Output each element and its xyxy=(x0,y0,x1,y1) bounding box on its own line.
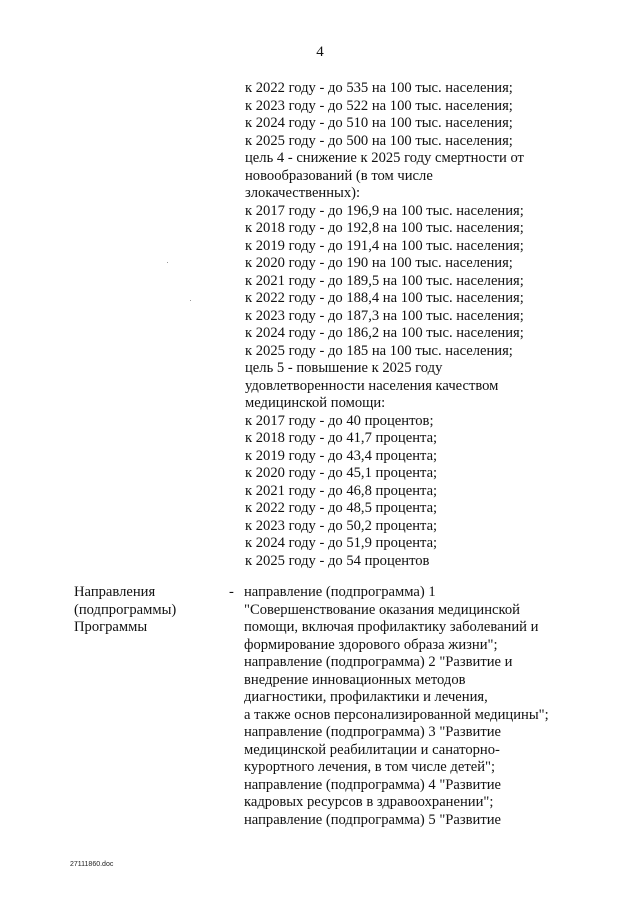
direction-line: направление (подпрограмма) 5 "Развитие xyxy=(244,811,502,828)
target-line: к 2023 году - до 50,2 процента; xyxy=(245,517,438,534)
label-line: (подпрограммы) xyxy=(74,601,177,618)
target-line: к 2024 году - до 51,9 процента; xyxy=(245,535,438,551)
target-line: к 2021 году - до 189,5 на 100 тыс. населения; xyxy=(245,272,524,289)
directions-value xyxy=(244,584,584,829)
direction-line: кадровых ресурсов в здравоохранении"; xyxy=(244,794,494,810)
target-line: к 2022 году - до 48,5 процента; xyxy=(245,500,438,516)
scan-speck xyxy=(167,262,168,263)
targets-continued-block xyxy=(245,80,575,570)
direction-line: направление (подпрограмма) 3 "Развитие xyxy=(244,724,502,740)
goal-5-heading-line: цель 5 - повышение к 2025 году xyxy=(245,360,443,376)
direction-line: "Совершенствование оказания медицинской xyxy=(244,601,520,618)
direction-line: формирование здорового образа жизни"; xyxy=(244,636,498,653)
target-line: к 2025 году - до 500 на 100 тыс. населения; xyxy=(245,132,513,149)
target-line: к 2018 году - до 41,7 процента; xyxy=(245,430,438,446)
target-line: к 2020 году - до 190 на 100 тыс. населения; xyxy=(245,255,513,271)
target-line: к 2018 году - до 192,8 на 100 тыс. населения; xyxy=(245,220,524,236)
target-line: к 2017 году - до 40 процентов; xyxy=(245,412,434,429)
direction-line: курортного лечения, в том числе детей"; xyxy=(244,759,496,775)
direction-line: а также основ персонализированной медицины"; xyxy=(244,706,549,723)
target-line: к 2020 году - до 45,1 процента; xyxy=(245,465,438,481)
target-line: к 2022 году - до 188,4 на 100 тыс. населения; xyxy=(245,290,524,306)
target-line: к 2022 году - до 535 на 100 тыс. населения; xyxy=(245,80,513,96)
direction-line: направление (подпрограмма) 4 "Развитие xyxy=(244,776,502,793)
separator-dash: - xyxy=(229,584,234,600)
target-line: к 2025 году - до 185 на 100 тыс. населения; xyxy=(245,342,513,359)
target-line: к 2017 году - до 196,9 на 100 тыс. населения; xyxy=(245,202,524,219)
scan-speck xyxy=(190,300,191,301)
target-line: к 2023 году - до 522 на 100 тыс. населения; xyxy=(245,97,513,114)
goal-4-heading-line: цель 4 - снижение к 2025 году смертности от xyxy=(245,150,524,166)
goal-4-heading-line: злокачественных): xyxy=(245,185,361,201)
direction-line: медицинской реабилитации и санаторно- xyxy=(244,741,500,758)
page-number: 4 xyxy=(316,44,324,60)
target-line: к 2021 году - до 46,8 процента; xyxy=(245,482,438,499)
target-line: к 2024 году - до 510 на 100 тыс. населения; xyxy=(245,115,513,131)
target-line: к 2019 году - до 43,4 процента; xyxy=(245,447,438,464)
target-line: к 2025 году - до 54 процентов xyxy=(245,552,430,569)
direction-line: диагностики, профилактики и лечения, xyxy=(244,689,488,705)
direction-line: направление (подпрограмма) 2 "Развитие и xyxy=(244,654,513,670)
goal-5-heading-line: удовлетворенности населения качеством xyxy=(245,377,499,394)
footer-filename: 27111860.doc xyxy=(70,861,114,868)
label-line: Программы xyxy=(74,619,148,635)
goal-5-heading-line: медицинской помощи: xyxy=(245,395,386,411)
target-line: к 2019 году - до 191,4 на 100 тыс. населения; xyxy=(245,237,524,254)
target-line: к 2024 году - до 186,2 на 100 тыс. населения; xyxy=(245,325,524,341)
direction-line: внедрение инновационных методов xyxy=(244,671,466,688)
goal-4-heading-line: новообразований (в том числе xyxy=(245,167,433,184)
target-line: к 2023 году - до 187,3 на 100 тыс. населения; xyxy=(245,307,524,324)
label-line: Направления xyxy=(74,584,156,600)
directions-label xyxy=(74,584,176,637)
direction-line: направление (подпрограмма) 1 xyxy=(244,584,436,600)
direction-line: помощи, включая профилактику заболеваний и xyxy=(244,619,539,635)
